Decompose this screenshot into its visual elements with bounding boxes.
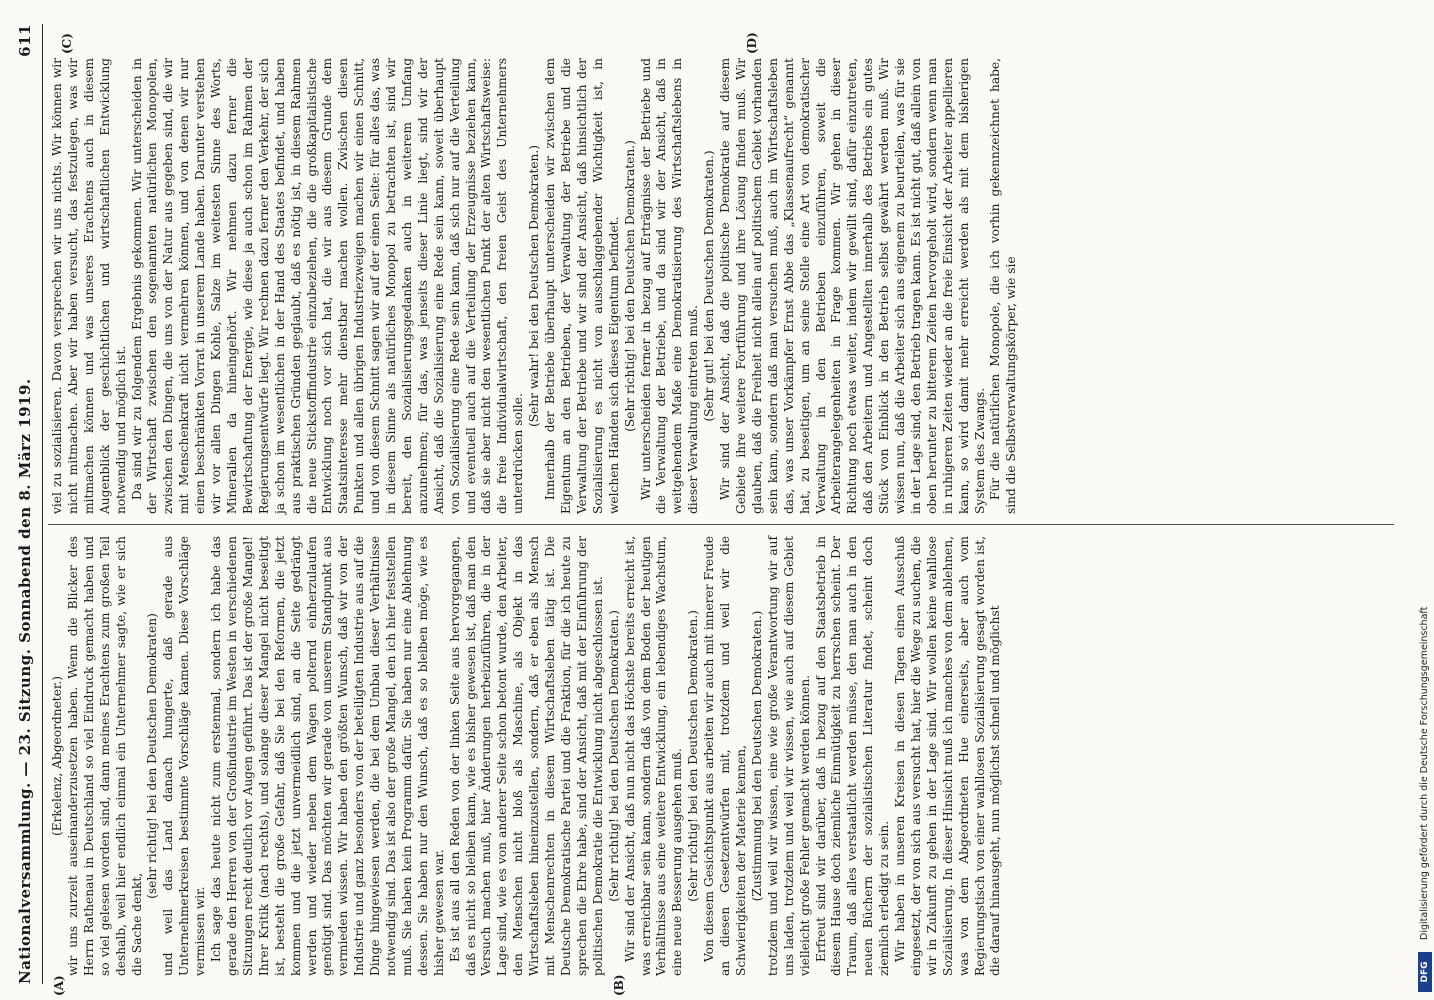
paragraph: viel zu sozialisieren. Davon versprechen wir uns nichts. Wir können wir nicht mitmachen. Aber wir haben versucht, das festzulegen, was wir mitmachen können und was unseres Erachtens auch in diesem Augenblick der geschichtlichen und wirtschaftlichen Entwicklung notwendig und möglich ist. xyxy=(50,58,128,514)
header-rule xyxy=(42,24,43,984)
paragraph: Wir unterscheiden ferner in bezug auf Erträgnisse der Betriebe und die Verwaltung der Betriebe, und da sind wir der Ansicht, daß in weitgehendem Maße eine Demokratisierung des Wirtschaftslebens in dieser Verwaltung eintreten muß. xyxy=(638,58,701,514)
margin-mark-b: (B) xyxy=(612,974,626,996)
paragraph: Wir sind der Ansicht, daß nun nicht das Höchste bereits erreicht ist, was erreichbar sein kann, sondern daß von dem Boden der heutigen Verhältnisse aus eine weitere Entwicklung, ein lebendiges Wachstum, eine neue Besserung ausgehen muß. xyxy=(622,536,685,976)
dfg-logo: DFG xyxy=(1418,952,1432,992)
left-column xyxy=(50,536,1394,976)
right-column xyxy=(50,58,1394,514)
interjection: (Sehr richtig! bei den Deutschen Demokraten.) xyxy=(606,610,621,902)
paragraph: Wir haben in unseren Kreisen in diesen Tagen einen Ausschuß eingesetzt, der von sich aus versucht hat, hier die Wege zu suchen, die wir in Zukunft zu gehen in der Lage sind. Wir wollen keine wahllose Sozialisierung. In dieser Hinsicht muß ich manches von dem ablehnen, was von dem Abgeordneten Hue einerseits, aber auch vom Regierungstisch von einer wahllosen Sozialisierung gesagt worden ist, die darauf hinausgeht, nun möglichst schnell und möglichst xyxy=(893,536,1003,976)
margin-mark-d: (D) xyxy=(745,32,759,54)
paragraph: Von diesem Gesichtspunkt aus arbeiten wir auch mit innerer Freude an diesen Gesetzentwürfen mit, trotzdem und weil wir die Schwierigkeiten der Materie kennen, xyxy=(702,536,748,976)
page-header xyxy=(14,24,40,984)
paragraph: Es ist aus all den Reden von der linken Seite aus hervorgegangen, daß es nicht so bleiben kann, wie es bisher gewesen ist, daß man den Versuch machen muß, hier Änderungen herbeizuführen, die in der Lage sind, wie es von anderer Seite schon betont wurde, den Arbeiter, den Menschen nicht bloß als Maschine, als Objekt in das Wirtschaftsleben hineinzustellen, sondern, daß er eben als Mensch mit Menschenrechten in diesem Wirtschaftsleben tätig ist. Die Deutsche Demokratische Partei und die Fraktion, für die ich heute zu sprechen die Ehre habe, sind der Ansicht, daß mit der Einführung der politischen Demokratie die Entwicklung nicht abgeschlossen ist. xyxy=(447,536,605,976)
paragraph: wir uns zurzeit auseinanderzusetzen haben. Wenn die Blicker des Herrn Rathenau in Deutschland so viel Eindruck gemacht haben und so viel gelesen worden sind, dann meines Erachtens zum großen Teil deshalb, weil hier endlich einmal ein Unternehmer sagte, wie er sich die Sache denkt, xyxy=(65,536,144,976)
paragraph: Erfreut sind wir darüber, daß in bezug auf den Staatsbetrieb in diesem Hause doch ziemliche Einmütigkeit zu herrschen scheint. Der Traum, daß alles verstaatlicht werden müsse, den man auch in den neuen Büchern der sozialistischen Literatur findet, scheint doch ziemlich erledigt zu sein. xyxy=(813,536,892,976)
interjection: (Sehr wahr! bei den Deutschen Demokraten.) xyxy=(527,144,542,428)
margin-mark-a: (A) xyxy=(52,975,66,996)
paragraph: Für die natürlichen Monopole, die ich vorhin gekennzeichnet habe, sind die Selbstverwaltungskörper, wie sie xyxy=(988,58,1019,514)
margin-mark-c: (C) xyxy=(60,33,74,54)
paragraph: trotzdem und weil wir wissen, eine wie große Verantwortung wir auf uns laden, trotzdem und weil wir wissen, wie auch auf diesem Gebiet vielleicht große Fehler gemacht werden können. xyxy=(765,536,812,976)
speaker-line: (Erkelenz, Abgeordneter.) xyxy=(50,675,64,837)
interjection: (Sehr richtig! bei den Deutschen Demokraten.) xyxy=(622,140,637,432)
page-number: 611 xyxy=(16,24,34,57)
paragraph: Ich sage das heute nicht zum erstenmal, sondern ich habe das gerade den Herren von der Großindustrie im Westen in verschiedenen Sitzungen recht deutlich vor Augen geführt. Das ist der große Mangel! Ihrer Kritik (nach rechts), und solange dieser Mangel nicht beseitigt ist, besteht die große Gefahr, daß Sie bei den Reformen, die jetzt kommen und die jetzt unvermeidlich sind, an die Seite gedrängt werden und wieder neben dem Wagen polternd einherzulaufen genötigt sind. Das möchten wir gerade von unserem Standpunkt aus vermieden wissen. Wir haben den größten Wunsch, daß wir von der Industrie und ganz besonders von der beteiligten Industrie aus auf die Dinge hingewiesen werden, die bei dem Umbau dieser Verhältnisse notwendig sind. Das ist also der große Mangel, den ich hier feststellen muß. Sie haben kein Programm dafür. Sie haben nur eine Ablehnung dessen. Sie haben nur den Wunsch, daß es so bleiben möge, wie es hisher gewesen war. xyxy=(209,536,446,976)
interjection: (Zustimmung bei den Deutschen Demokraten.) xyxy=(749,610,764,902)
column-divider xyxy=(48,524,1394,525)
paragraph: und weil das Land danach hungerte, daß gerade aus Unternehmerkreisen bestimmte Vorschläge kamen. Diese Vorschläge vermissen wir. xyxy=(161,536,208,976)
interjection: (sehr richtig! bei den Deutschen Demokraten) xyxy=(145,613,160,899)
funding-note: Digitalisierung gefördert durch die Deutsche Forschungsgemeinschaft xyxy=(1419,606,1430,940)
paragraph: Innerhalb der Betriebe überhaupt unterscheiden wir zwischen dem Eigentum an den Betrieben, der Verwaltung der Betriebe und die Verwaltung der Betriebe und wir sind der Ansicht, daß hinsichtlich der Sozialisierung es nicht von ausschlaggebender Wichtigkeit ist, in welchen Händen sich dieses Eigentum befindet. xyxy=(543,58,621,514)
header-title: Nationalversammlung. — 23. Sitzung. Sonnabend den 8. März 1919. xyxy=(16,378,34,984)
interjection: (Sehr richtig! bei den Deutschen Demokraten.) xyxy=(686,610,701,902)
paragraph: Wir sind der Ansicht, daß die politische Demokratie auf diesem Gebiete ihre weitere Fortführung und ihre Lösung finden muß. Wir glauben, daß die Freiheit nicht allein auf politischem Gebiet vorhanden sein kann, sondern daß man versuchen muß, auch im Wirtschaftsleben das, was unser Vorkämpfer Ernst Abbe das „Klassenaufrecht“ genannt hat, zu beseitigen, um an seine Stelle eine Art von demokratischer Verwaltung in den Betrieben einzuführen, soweit die Arbeiterangelegenheiten in Frage kommen. Wir gehen in dieser Richtung noch etwas weiter, indem wir gewillt sind, dafür einzutreten, daß den Arbeitern und Angestellten innerhalb des Betriebs ein gutes Stück von Einblick in den Betrieb selbst gewährt werden muß. Wir wissen nun, daß die Arbeiter sich aus eigenem zu beurteilen, was für sie in der Lage sind, den Betrieb tragen kann. Es ist nicht gut, daß allein von oben herunter zu bitterem Zeiten hervorgeholt wird, sondern wenn man in ruhigeren Zeiten wieder an die freie Einsicht der Arbeiter appellieren kann, so wird damit mehr erreicht werden als mit dem bisherigen System des Zwangs. xyxy=(718,58,987,514)
interjection: (Sehr gut! bei den Deutschen Demokraten.) xyxy=(702,150,717,422)
paragraph: Da sind wir zu folgendem Ergebnis gekommen. Wir unterscheiden in der Wirtschaft zwischen den sogenannten natürlichen Monopolen, zwischen den Dingen, die uns von der Natur aus gegeben sind, die wir mit Menschenkraft nicht vermehren können, und von denen wir nur einen beschränkten Vorrat in unserem Lande haben. Darunter verstehen wir vor allen Dingen Kohle, Salze im weitesten Sinne des Worts, Mineralien da hineingehört. Wir nehmen dazu ferner die Bewirtschaftung der Energie, wie diese ja auch schon im Rahmen der Regierungsentwürfe liegt. Wir rechnen dazu ferner den Verkehr, der sich ja schon im wesentlichen in der Hand des Staates befindet, und haben aus praktischen Gründen geglaubt, daß es nötig ist, in diesem Rahmen die neue Stickstoffindustrie einzubeziehen, die die großkapitalistische Entwicklung noch vor sich hat, die wir aus diesem Grunde dem Staatsinteresse mehr dienstbar machen wollen. Zwischen diesen Punkten und allen übrigen Industriezweigen machen wir einen Schnitt, und von diesem Schnitt sagen wir auf der einen Seite: für alles das, was in diesem Sinne als natürliches Monopol zu betrachten ist, sind wir bereit, den Sozialisierungsgedanken auch in weiterem Umfang anzunehmen; für das, was jenseits dieser Linie liegt, sind wir der Ansicht, daß die Sozialisierung eine Rede sein kann, soweit überhaupt von Sozialisierung eine Rede sein kann, daß sich nur auf die Verteilung und eventuell auch auf die Verteilung der Erzeugnisse beziehen kann, daß sie aber nicht den wesentlichen Punkt der alten Wirtschaftsweise: die freie Individualwirtschaft, den freien Geist des Unternehmers unterdrücken solle. xyxy=(129,58,526,514)
